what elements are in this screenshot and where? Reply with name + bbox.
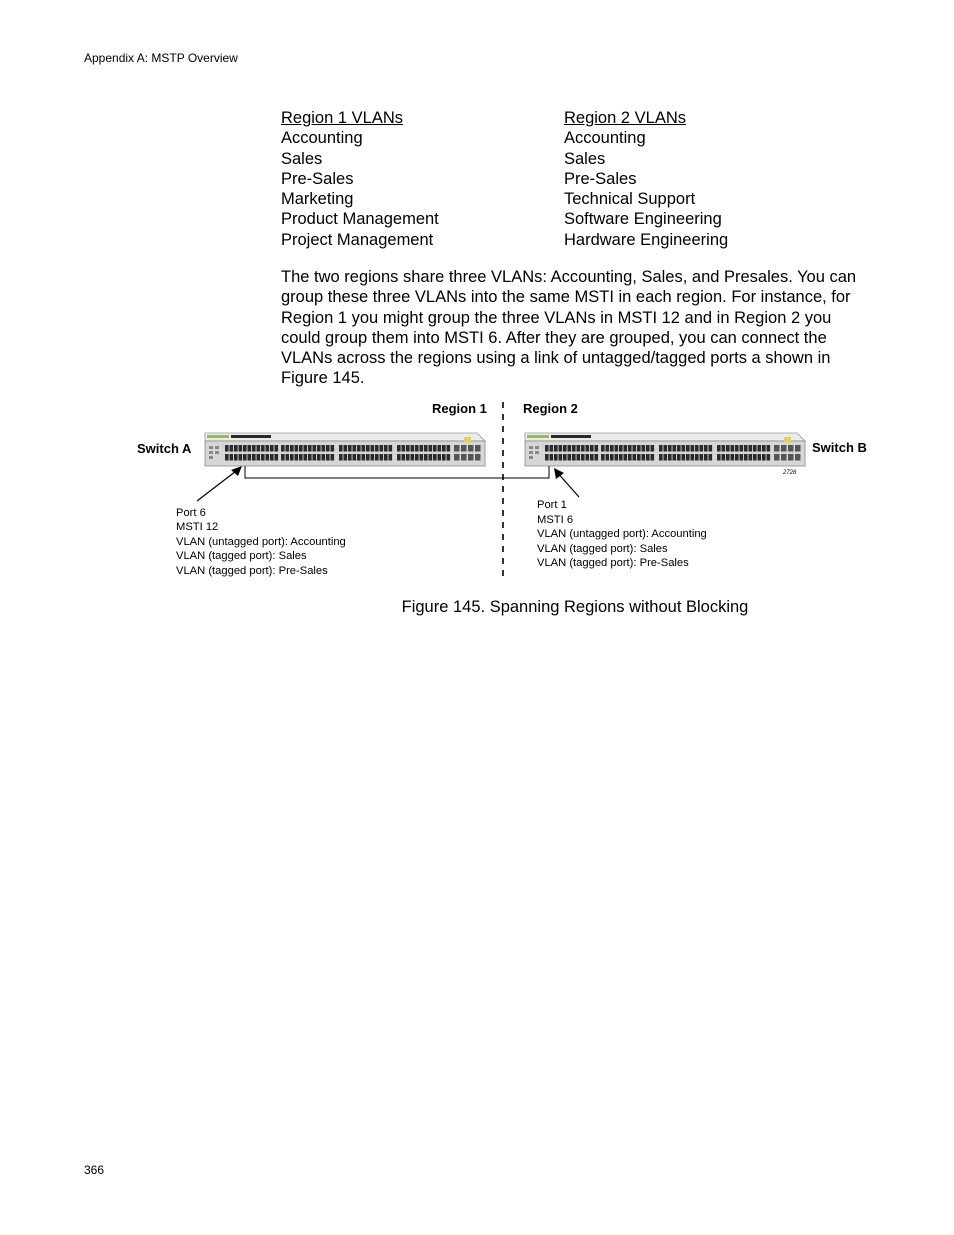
led-indicator xyxy=(529,451,533,454)
list-item: Technical Support xyxy=(564,190,696,209)
sfp-port xyxy=(795,445,801,452)
ethernet-port xyxy=(606,454,610,461)
ethernet-port xyxy=(270,454,274,461)
ethernet-port xyxy=(397,445,401,452)
ethernet-port xyxy=(322,445,326,452)
ethernet-port xyxy=(317,454,321,461)
ethernet-port xyxy=(239,454,243,461)
ethernet-port xyxy=(230,454,234,461)
sfp-port xyxy=(468,445,474,452)
sfp-port xyxy=(475,445,481,452)
ethernet-port xyxy=(411,445,415,452)
ethernet-port xyxy=(722,445,726,452)
ethernet-port xyxy=(424,454,428,461)
ethernet-port xyxy=(758,445,762,452)
ethernet-port xyxy=(550,454,554,461)
ethernet-port xyxy=(637,454,641,461)
led-indicator xyxy=(535,446,539,449)
ethernet-port xyxy=(642,454,646,461)
sfp-port xyxy=(454,445,460,452)
ethernet-port xyxy=(304,454,308,461)
model-label-strip xyxy=(551,435,591,438)
ethernet-port xyxy=(749,445,753,452)
ethernet-port xyxy=(595,445,599,452)
sfp-port xyxy=(461,454,467,461)
ethernet-port xyxy=(322,454,326,461)
ethernet-port xyxy=(595,454,599,461)
ethernet-port xyxy=(290,454,294,461)
ethernet-port xyxy=(261,454,265,461)
ethernet-port xyxy=(299,445,303,452)
ethernet-port xyxy=(389,454,393,461)
ethernet-port xyxy=(308,445,312,452)
ethernet-port xyxy=(371,445,375,452)
figure-id: 2726 xyxy=(783,470,797,476)
led-indicator xyxy=(209,451,213,454)
ethernet-port xyxy=(668,445,672,452)
ethernet-port xyxy=(577,454,581,461)
region2-label: Region 2 xyxy=(523,401,578,416)
ethernet-port xyxy=(686,445,690,452)
ethernet-port xyxy=(753,445,757,452)
ethernet-port xyxy=(740,445,744,452)
ethernet-port xyxy=(304,445,308,452)
ethernet-port xyxy=(442,454,446,461)
ethernet-port xyxy=(339,445,343,452)
ethernet-port xyxy=(610,454,614,461)
led-indicator xyxy=(209,456,213,459)
ethernet-port xyxy=(290,445,294,452)
ethernet-port xyxy=(637,445,641,452)
ethernet-port xyxy=(717,445,721,452)
list-item: Project Management xyxy=(281,230,434,249)
ethernet-port xyxy=(633,454,637,461)
ethernet-port xyxy=(624,445,628,452)
port-info-line: VLAN (tagged port): Sales xyxy=(537,543,668,555)
ethernet-port xyxy=(586,454,590,461)
sfp-port xyxy=(774,445,780,452)
ethernet-port xyxy=(550,445,554,452)
ethernet-port xyxy=(447,445,451,452)
region1-vlan-list xyxy=(281,108,439,250)
ethernet-port xyxy=(270,445,274,452)
list-item: Pre-Sales xyxy=(564,169,637,188)
ethernet-port xyxy=(331,454,335,461)
ethernet-port xyxy=(375,445,379,452)
led-indicator xyxy=(529,456,533,459)
ethernet-port xyxy=(646,454,650,461)
sfp-port xyxy=(468,454,474,461)
ethernet-port xyxy=(601,454,605,461)
ethernet-port xyxy=(668,454,672,461)
ethernet-port xyxy=(357,454,361,461)
ethernet-port xyxy=(695,445,699,452)
ethernet-port xyxy=(590,445,594,452)
port1-arrowhead xyxy=(554,468,564,479)
list-item: Pre-Sales xyxy=(281,169,354,188)
ethernet-port xyxy=(731,445,735,452)
ethernet-port xyxy=(704,445,708,452)
ethernet-port xyxy=(682,445,686,452)
ethernet-port xyxy=(362,445,366,452)
ethernet-port xyxy=(371,454,375,461)
ethernet-port xyxy=(234,454,238,461)
ethernet-port xyxy=(366,454,370,461)
switch-b-label: Switch B xyxy=(812,440,867,455)
ethernet-port xyxy=(619,445,623,452)
ethernet-port xyxy=(266,445,270,452)
ethernet-port xyxy=(420,445,424,452)
ethernet-port xyxy=(586,445,590,452)
ethernet-port xyxy=(767,454,771,461)
ethernet-port xyxy=(380,445,384,452)
ethernet-port xyxy=(375,454,379,461)
ethernet-port xyxy=(753,454,757,461)
region1-label: Region 1 xyxy=(432,401,487,416)
ethernet-port xyxy=(384,454,388,461)
ethernet-port xyxy=(447,454,451,461)
sfp-port xyxy=(774,454,780,461)
ethernet-port xyxy=(686,454,690,461)
led-indicator xyxy=(215,446,219,449)
list-item: Accounting xyxy=(564,129,646,148)
ethernet-port xyxy=(731,454,735,461)
sfp-port xyxy=(788,445,794,452)
ethernet-port xyxy=(615,454,619,461)
sfp-port xyxy=(461,445,467,452)
ethernet-port xyxy=(313,454,317,461)
ethernet-port xyxy=(261,445,265,452)
list-item: Software Engineering xyxy=(564,210,722,229)
ethernet-port xyxy=(664,445,668,452)
port-info-line: VLAN (untagged port): Accounting xyxy=(176,536,346,548)
ethernet-port xyxy=(438,445,442,452)
ethernet-port xyxy=(433,445,437,452)
led-indicator xyxy=(209,446,213,449)
ethernet-port xyxy=(326,454,330,461)
ethernet-port xyxy=(402,454,406,461)
ethernet-port xyxy=(673,454,677,461)
sfp-port xyxy=(781,445,787,452)
page-number: 366 xyxy=(84,1163,105,1177)
switch-a-label: Switch A xyxy=(137,441,192,456)
ethernet-port xyxy=(406,454,410,461)
ethernet-port xyxy=(357,445,361,452)
ethernet-port xyxy=(619,454,623,461)
ethernet-port xyxy=(758,454,762,461)
ethernet-port xyxy=(559,454,563,461)
ethernet-port xyxy=(659,445,663,452)
ethernet-port xyxy=(362,454,366,461)
list-item: Hardware Engineering xyxy=(564,230,729,249)
ethernet-port xyxy=(695,454,699,461)
ethernet-port xyxy=(353,445,357,452)
ethernet-port xyxy=(559,445,563,452)
list-item: Accounting xyxy=(281,129,363,148)
ethernet-port xyxy=(717,454,721,461)
ethernet-port xyxy=(230,445,234,452)
ethernet-port xyxy=(225,445,229,452)
ethernet-port xyxy=(624,454,628,461)
ethernet-port xyxy=(726,454,730,461)
ethernet-port xyxy=(581,445,585,452)
ethernet-port xyxy=(429,445,433,452)
ethernet-port xyxy=(601,445,605,452)
ethernet-port xyxy=(348,445,352,452)
led-indicator xyxy=(215,451,219,454)
ethernet-port xyxy=(749,454,753,461)
ethernet-port xyxy=(704,454,708,461)
ethernet-port xyxy=(442,445,446,452)
ethernet-port xyxy=(691,445,695,452)
ethernet-port xyxy=(700,454,704,461)
ethernet-port xyxy=(633,445,637,452)
switch-b-port-info xyxy=(537,499,707,569)
port6-arrow xyxy=(197,468,240,501)
ethernet-port xyxy=(615,445,619,452)
ethernet-port xyxy=(568,445,572,452)
ethernet-port xyxy=(275,445,279,452)
ethernet-port xyxy=(572,454,576,461)
sfp-port xyxy=(475,454,481,461)
body-paragraph: The two regions share three VLANs: Accounting, Sales, and Presales. You can group these three VLANs into the same MSTI in each region. For instance, for Region 1 you might group the three VLANs in MSTI 12 and in Region 2 you could group them into MSTI 6. After they are grouped, you can connect the VLANs across the regions using a link of untagged/tagged ports a shown in Figure 145. xyxy=(281,268,857,388)
ethernet-port xyxy=(709,454,713,461)
ethernet-port xyxy=(722,454,726,461)
ethernet-port xyxy=(659,454,663,461)
ethernet-port xyxy=(563,454,567,461)
ethernet-port xyxy=(348,454,352,461)
ethernet-port xyxy=(735,445,739,452)
ethernet-port xyxy=(281,454,285,461)
ethernet-port xyxy=(257,454,261,461)
port-info-line: MSTI 12 xyxy=(176,521,219,533)
figure-caption: Figure 145. Spanning Regions without Blocking xyxy=(401,598,749,616)
ethernet-port xyxy=(366,445,370,452)
ethernet-port xyxy=(709,445,713,452)
ethernet-port xyxy=(406,445,410,452)
ethernet-port xyxy=(545,445,549,452)
region2-vlan-list xyxy=(564,108,728,250)
ethernet-port xyxy=(762,445,766,452)
ethernet-port xyxy=(677,445,681,452)
sfp-port xyxy=(454,454,460,461)
ethernet-port xyxy=(326,445,330,452)
list-item: Sales xyxy=(564,149,606,168)
ethernet-port xyxy=(682,454,686,461)
ethernet-port xyxy=(275,454,279,461)
ethernet-port xyxy=(331,445,335,452)
ethernet-port xyxy=(266,454,270,461)
list-item: Product Management xyxy=(281,210,439,229)
ethernet-port xyxy=(234,445,238,452)
ethernet-port xyxy=(673,445,677,452)
ethernet-port xyxy=(286,454,290,461)
led-indicator xyxy=(529,446,533,449)
port-info-line: VLAN (tagged port): Sales xyxy=(176,550,307,562)
ethernet-port xyxy=(577,445,581,452)
ethernet-port xyxy=(344,454,348,461)
ethernet-port xyxy=(411,454,415,461)
sfp-port xyxy=(781,454,787,461)
region2-heading: Region 2 VLANs xyxy=(564,109,686,127)
ethernet-port xyxy=(651,454,655,461)
ethernet-port xyxy=(424,445,428,452)
ethernet-port xyxy=(420,454,424,461)
ethernet-port xyxy=(313,445,317,452)
running-header: Appendix A: MSTP Overview xyxy=(84,51,238,65)
ethernet-port xyxy=(317,445,321,452)
ethernet-port xyxy=(243,445,247,452)
ethernet-port xyxy=(308,454,312,461)
switch-a-port-info xyxy=(176,507,346,577)
ethernet-port xyxy=(554,445,558,452)
brand-strip xyxy=(527,435,549,438)
ethernet-port xyxy=(389,445,393,452)
port-info-line: Port 1 xyxy=(537,499,567,511)
list-item: Sales xyxy=(281,149,323,168)
ethernet-port xyxy=(767,445,771,452)
ethernet-port xyxy=(744,445,748,452)
ethernet-port xyxy=(433,454,437,461)
ethernet-port xyxy=(248,445,252,452)
ethernet-port xyxy=(286,445,290,452)
led-indicator xyxy=(535,451,539,454)
ethernet-port xyxy=(628,445,632,452)
ethernet-port xyxy=(700,445,704,452)
ethernet-port xyxy=(610,445,614,452)
ethernet-port xyxy=(572,445,576,452)
ethernet-port xyxy=(353,454,357,461)
ethernet-port xyxy=(642,445,646,452)
ethernet-port xyxy=(295,445,299,452)
sfp-port xyxy=(788,454,794,461)
ethernet-port xyxy=(691,454,695,461)
ethernet-port xyxy=(740,454,744,461)
ethernet-port xyxy=(581,454,585,461)
ethernet-port xyxy=(299,454,303,461)
model-label-strip xyxy=(231,435,271,438)
region1-heading: Region 1 VLANs xyxy=(281,109,403,127)
port-info-line: VLAN (untagged port): Accounting xyxy=(537,528,707,540)
port-info-line: Port 6 xyxy=(176,507,206,519)
ethernet-port xyxy=(677,454,681,461)
ethernet-port xyxy=(415,445,419,452)
port-info-line: VLAN (tagged port): Pre-Sales xyxy=(176,565,328,577)
ethernet-port xyxy=(295,454,299,461)
port6-arrowhead xyxy=(231,466,242,476)
ethernet-port xyxy=(243,454,247,461)
ethernet-port xyxy=(252,454,256,461)
sfp-port xyxy=(795,454,801,461)
switch-a xyxy=(205,433,485,466)
list-item: Marketing xyxy=(281,190,354,209)
ethernet-port xyxy=(281,445,285,452)
status-led xyxy=(464,437,471,442)
ethernet-port xyxy=(651,445,655,452)
ethernet-port xyxy=(744,454,748,461)
ethernet-port xyxy=(554,454,558,461)
ethernet-port xyxy=(248,454,252,461)
ethernet-port xyxy=(415,454,419,461)
ethernet-port xyxy=(628,454,632,461)
ethernet-port xyxy=(429,454,433,461)
port-info-line: VLAN (tagged port): Pre-Sales xyxy=(537,557,689,569)
spanning-regions-figure xyxy=(0,395,954,585)
ethernet-port xyxy=(606,445,610,452)
switch-b xyxy=(525,433,805,466)
ethernet-port xyxy=(384,445,388,452)
ethernet-port xyxy=(339,454,343,461)
ethernet-port xyxy=(664,454,668,461)
ethernet-port xyxy=(762,454,766,461)
ethernet-port xyxy=(257,445,261,452)
ethernet-port xyxy=(252,445,256,452)
ethernet-port xyxy=(380,454,384,461)
ethernet-port xyxy=(726,445,730,452)
ethernet-port xyxy=(402,445,406,452)
status-led xyxy=(784,437,791,442)
brand-strip xyxy=(207,435,229,438)
ethernet-port xyxy=(646,445,650,452)
ethernet-port xyxy=(735,454,739,461)
ethernet-port xyxy=(568,454,572,461)
ethernet-port xyxy=(590,454,594,461)
ethernet-port xyxy=(397,454,401,461)
ethernet-port xyxy=(563,445,567,452)
ethernet-port xyxy=(545,454,549,461)
ethernet-port xyxy=(239,445,243,452)
ethernet-port xyxy=(225,454,229,461)
ethernet-port xyxy=(438,454,442,461)
ethernet-port xyxy=(344,445,348,452)
port-info-line: MSTI 6 xyxy=(537,514,574,526)
